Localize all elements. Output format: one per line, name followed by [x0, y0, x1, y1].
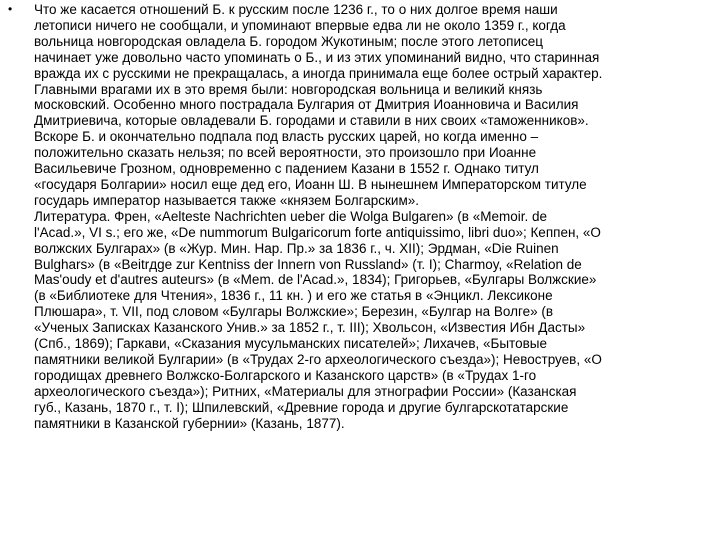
- body-text: [34, 2, 716, 431]
- paragraph-literature: Литература. Френ, «Aelteste Nachrichten ueber die Wolga Bulgaren» (в «Memoir. de l'Acad.», VI s.; его же, «De nummorum Bulgaricorum forte antiquissimo, libri duo»; Кеппен, «О волжских Булгарах» (в «Жур. Мин. Нар. Пр.» за 1836 г., ч. XII); Эрдман, «Die Ruinen Bulghars» (в «Beitrдge zur Kentniss der Innern von Russland» (т. I); Charmoy, «Relation de Mas'oudy et d'autres auteurs» (в «Mem. de l'Acad.», 1834); Григорьев, «Булгары Волжские» (в «Библиотеке для Чтения», 1836 г., 11 кн. ) и его же статья в «Энцикл. Лексиконе Плюшара», т. VII, под словом «Булгары Волжские»; Березин, «Булгар на Волге» (в «Ученых Записках Казанского Унив.» за 1852 г., т. III); Хвольсон, «Известия Ибн Дасты» (Спб., 1869); Гаркави, «Сказания мусульманских писателей»; Лихачев, «Бытовые памятники великой Булгарии» (в «Трудах 2-го археологического съезда»); Невоструев, «О городищах древнего Волжско-Болгарского и Казанского царств» (в «Трудах 1-го археологического съезда»); Ритних, «Материалы для этнографии России» (Казанская губ., Казань, 1870 г., т. I); Шпилевский, «Древние города и другие булгарскотатарские памятники в Казанской губернии» (Казань, 1877).: [34, 208, 602, 431]
- bullet-marker: •: [8, 2, 13, 16]
- paragraph-relations: Что же касается отношений Б. к русским после 1236 г., то о них долгое время наши летописи ничего не сообщали, и упоминают впервые едва ли не около 1359 г., когда вольница новгородская овладела Б. городом Жукотиным; после этого летописец начинает уже довольно часто упоминать о Б., и из этих упоминаний видно, что старинная вражда их с русскими не прекращалась, а иногда принимала еще более острый характер. Главными врагами их в это время были: новгородская вольница и великий князь московский. Особенно много пострадала Булгария от Дмитрия Иоанновича и Василия Дмитриевича, которые овладевали Б. городами и ставили в них своих «таможенников». Вскоре Б. и окончательно подпала под власть русских царей, но когда именно – положительно сказать нельзя; по всей вероятности, это произошло при Иоанне Васильевиче Грозном, одновременно с падением Казани в 1552 г. Однако титул «государя Болгарии» носил еще дед его, Иоанн Ш. В нынешнем Императорском титуле государь император называется также «князем Болгарским».: [34, 2, 603, 208]
